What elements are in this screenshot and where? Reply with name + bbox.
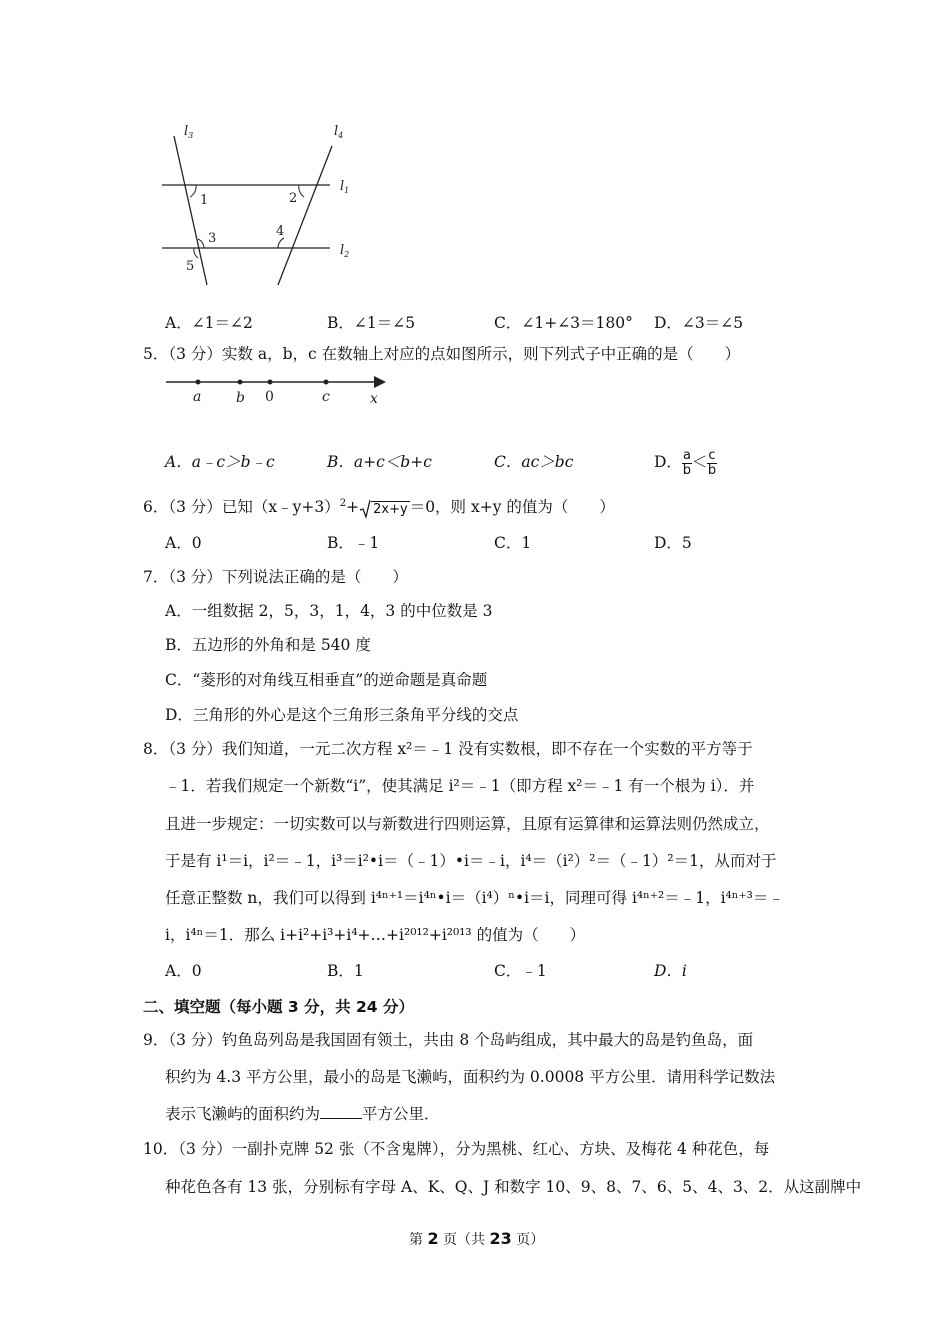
section-heading-fill-in: 二、填空题（每小题 3 分，共 24 分） xyxy=(143,998,414,1016)
q4-option-c: C．∠1+∠3＝180° xyxy=(494,314,633,332)
q9-line-3: 表示飞濑屿的面积约为 平方公里． xyxy=(165,1105,440,1123)
page-footer: 第 2 页（共 23 页） xyxy=(409,1229,545,1248)
q7-option-a: A．一组数据 2，5，3，1，4，3 的中位数是 3 xyxy=(165,602,493,620)
q6-option-c: C．1 xyxy=(494,534,532,552)
angle-arc-5 xyxy=(194,248,198,258)
fraction-a-over-b: $\frac{a}{b}$ xyxy=(682,447,692,478)
label-l2: $l_2$ xyxy=(340,243,350,259)
point-b xyxy=(238,380,243,385)
q6-option-b: B．﹣1 xyxy=(327,534,380,552)
angle-label-2: 2 xyxy=(289,191,298,206)
point-a xyxy=(196,380,201,385)
q8-option-d: D．i xyxy=(654,962,687,980)
axis-label-b: b xyxy=(236,390,245,406)
q7-option-d: D．三角形的外心是这个三角形三条角平分线的交点 xyxy=(165,706,519,724)
q8-line-1: 8．（3 分）我们知道，一元二次方程 x²＝﹣1 没有实数根，即不存在一个实数的平方等于 xyxy=(143,740,753,758)
q6-stem: 6．（3 分）已知（x﹣y+3）$^2$+ 2x+y ＝0，则 x+y 的值为（ ） xyxy=(143,498,615,517)
q4-option-a: A．∠1＝∠2 xyxy=(165,314,253,332)
q10-line-2: 种花色各有 13 张，分别标有字母 A、K、Q、J 和数字 10、9、8、7、6、5、4、3、2．从这副牌中 xyxy=(165,1178,862,1196)
label-l3: $l_3$ xyxy=(184,124,194,140)
label-l4: $l_4$ xyxy=(334,124,344,140)
parallel-lines-figure xyxy=(150,118,365,298)
axis-label-zero: 0 xyxy=(265,389,274,405)
q5-option-a: A．a﹣c＞b﹣c xyxy=(165,453,275,471)
angle-arc-4 xyxy=(278,238,284,248)
answer-blank[interactable] xyxy=(320,1104,362,1119)
q8-line-3: 且进一步规定：一切实数可以与新数进行四则运算，且原有运算律和运算法则仍然成立， xyxy=(165,815,770,833)
q4-option-b: B．∠1＝∠5 xyxy=(327,314,416,332)
q9-line-2: 积约为 4.3 平方公里，最小的岛是飞濑屿，面积约为 0.0008 平方公里．请用科学记数法 xyxy=(165,1068,776,1086)
fraction-c-over-b: $\frac{c}{b}$ xyxy=(707,447,717,478)
q5-option-b: B．a+c＜b+c xyxy=(327,453,432,471)
axis-label-x: x xyxy=(370,391,378,407)
axis-label-c: c xyxy=(322,389,330,405)
label-l1: $l_1$ xyxy=(340,179,350,195)
q8-option-b: B．1 xyxy=(327,962,364,980)
q7-option-b: B．五边形的外角和是 540 度 xyxy=(165,636,371,654)
square-root: 2x+y xyxy=(359,498,410,519)
q10-line-1: 10．（3 分）一副扑克牌 52 张（不含鬼牌），分为黑桃、红心、方块、及梅花 4 种花色，每 xyxy=(143,1140,770,1158)
q5-option-c: C．ac＞bc xyxy=(494,453,574,471)
q9-line-1: 9．（3 分）钓鱼岛列岛是我国固有领土，共由 8 个岛屿组成，其中最大的岛是钓鱼岛，面 xyxy=(143,1031,754,1049)
q8-line-4: 于是有 i¹＝i，i²＝﹣1，i³＝i²•i＝（﹣1）•i＝﹣i，i⁴＝（i²）²＝（﹣1）²＝1，从而对于 xyxy=(165,852,777,870)
angle-arc-2 xyxy=(299,185,304,197)
angle-label-4: 4 xyxy=(276,224,285,239)
q5-stem: 5．（3 分）实数 a，b，c 在数轴上对应的点如图所示，则下列式子中正确的是（ ） xyxy=(143,345,741,363)
q6-option-a: A．0 xyxy=(165,534,202,552)
angle-label-1: 1 xyxy=(200,193,209,208)
number-line-figure xyxy=(160,370,390,408)
q6-option-d: D．5 xyxy=(654,534,692,552)
point-zero xyxy=(268,380,273,385)
page-number: 2 xyxy=(427,1229,439,1248)
axis-label-a: a xyxy=(193,389,202,405)
q8-option-a: A．0 xyxy=(165,962,202,980)
arrow-head xyxy=(374,376,386,388)
q4-option-d: D．∠3＝∠5 xyxy=(654,314,744,332)
point-c xyxy=(324,380,329,385)
q5-option-d: D． $\frac{a}{b}$ ＜ $\frac{c}{b}$ xyxy=(654,447,717,478)
line-l4 xyxy=(278,146,332,285)
angle-label-5: 5 xyxy=(186,259,195,274)
total-pages: 23 xyxy=(489,1229,512,1248)
q8-option-c: C．﹣1 xyxy=(494,962,547,980)
q8-line-2: ﹣1．若我们规定一个新数“i”，使其满足 i²＝﹣1（即方程 x²＝﹣1 有一个根为 i）．并 xyxy=(165,777,755,795)
q7-option-c: C．“菱形的对角线互相垂直”的逆命题是真命题 xyxy=(165,671,488,689)
q8-line-5: 任意正整数 n，我们可以得到 i⁴ⁿ⁺¹＝i⁴ⁿ•i＝（i⁴）ⁿ•i＝i，同理可得 i⁴ⁿ⁺²＝﹣1，i⁴ⁿ⁺³＝﹣ xyxy=(165,889,784,907)
angle-arc-1 xyxy=(190,185,196,197)
q8-line-6: i，i⁴ⁿ＝1．那么 i+i²+i³+i⁴+…+i²⁰¹²+i²⁰¹³ 的值为（ ） xyxy=(165,926,586,944)
q7-stem: 7．（3 分）下列说法正确的是（ ） xyxy=(143,568,408,586)
angle-label-3: 3 xyxy=(208,231,217,246)
